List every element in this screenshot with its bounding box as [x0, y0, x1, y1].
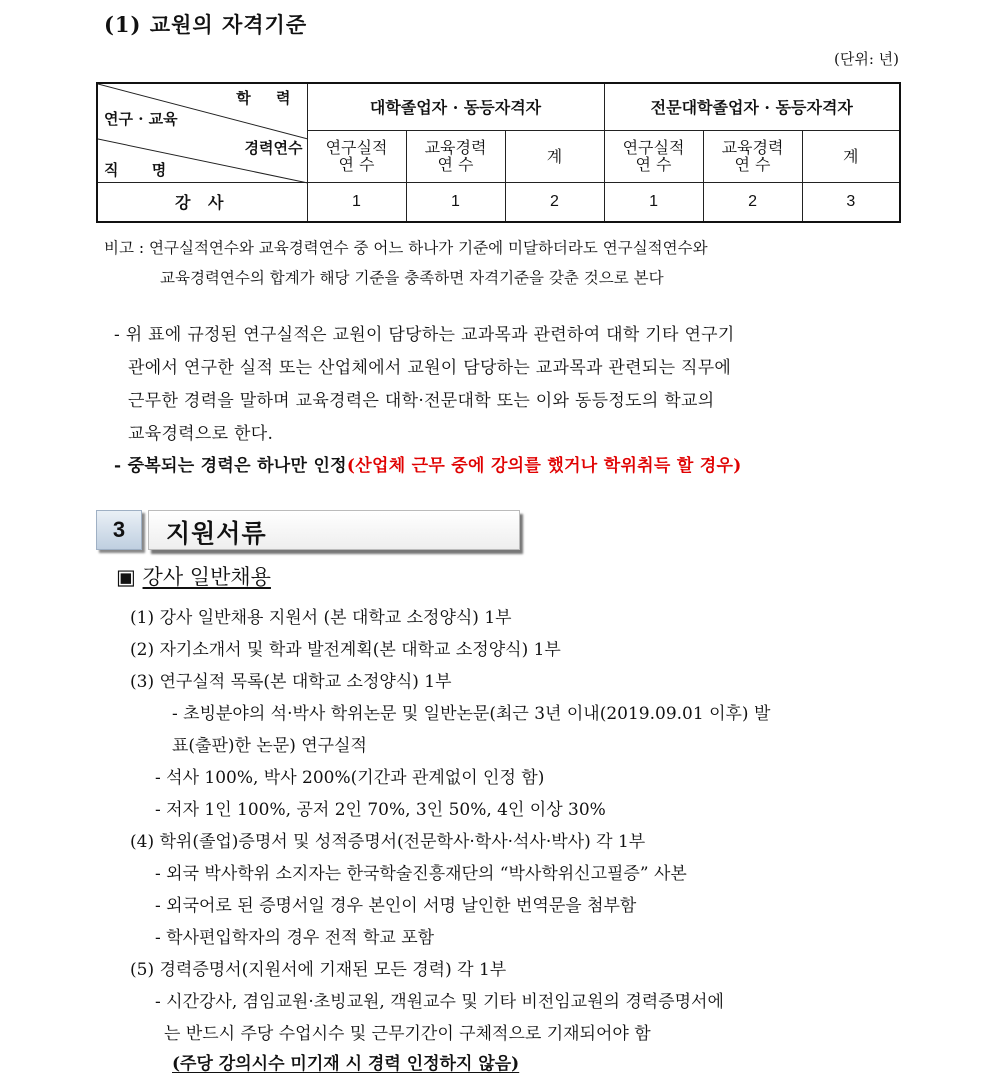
list-item: - 외국 박사학위 소지자는 한국학술진흥재단의 “박사학위신고필증” 사본	[155, 864, 687, 884]
list-item: - 초빙분야의 석·박사 학위논문 및 일반논문(최근 3년 이내(2019.09.01 이후) 발	[172, 704, 771, 724]
table-corner-cell	[97, 83, 307, 182]
list-item: - 시간강사, 겸임교원·초빙교원, 객원교수 및 기타 비전임교원의 경력증명서에	[155, 992, 724, 1012]
square-bullet-icon: ▣	[116, 565, 136, 589]
section-number-badge: 3	[96, 510, 142, 550]
table-cell: 1	[604, 182, 703, 222]
table-cell: 3	[802, 182, 900, 222]
table-cell: 2	[703, 182, 802, 222]
subheader-teaching-1: 교육경력 연 수	[406, 130, 505, 182]
unit-label: (단위: 년)	[834, 50, 899, 68]
subheader-teaching-2: 교육경력 연 수	[703, 130, 802, 182]
subheader-total-1: 계	[505, 130, 604, 182]
corner-bottom-left: 직 명	[104, 161, 181, 179]
para-line: 관에서 연구한 실적 또는 산업체에서 교원이 담당하는 교과목과 관련되는 직무에	[128, 358, 732, 378]
table-cell: 1	[307, 182, 406, 222]
duplicate-career-condition: (산업체 근무 중에 강의를 했거나 학위취득 할 경우)	[346, 456, 742, 476]
table-cell: 2	[505, 182, 604, 222]
para-line: 근무한 경력을 말하며 교육경력은 대학·전문대학 또는 이와 동등정도의 학교의	[128, 391, 715, 411]
list-item: (4) 학위(졸업)증명서 및 성적증명서(전문학사·학사·석사·박사) 각 1부	[130, 832, 646, 852]
section-title: 지원서류	[166, 520, 267, 548]
corner-top-left: 연구 · 교육	[104, 110, 178, 128]
duplicate-career-rule	[114, 451, 742, 476]
list-item: - 외국어로 된 증명서일 경우 본인이 서명 날인한 번역문을 첨부함	[155, 896, 637, 916]
section-heading: (1) 교원의 자격기준	[104, 12, 308, 37]
list-item: - 저자 1인 100%, 공저 2인 70%, 3인 50%, 4인 이상 30%	[155, 800, 606, 820]
list-item: 는 반드시 주당 수업시수 및 근무기간이 구체적으로 기재되어야 함	[164, 1024, 651, 1044]
list-item: 표(출판)한 논문) 연구실적	[172, 736, 367, 756]
row-label-lecturer: 강 사	[97, 182, 307, 222]
subheading	[116, 561, 271, 591]
group-header-college: 전문대학졸업자 · 동등자격자	[604, 83, 900, 130]
subheader-research-1: 연구실적 연 수	[307, 130, 406, 182]
list-item: - 학사편입학자의 경우 전적 학교 포함	[155, 928, 435, 948]
list-item: (2) 자기소개서 및 학과 발전계획(본 대학교 소정양식) 1부	[130, 640, 561, 660]
subheader-research-2: 연구실적 연 수	[604, 130, 703, 182]
list-item: (3) 연구실적 목록(본 대학교 소정양식) 1부	[130, 672, 452, 692]
table-note-line2: 교육경력연수의 합계가 해당 기준을 충족하면 자격기준을 갖춘 것으로 본다	[160, 269, 664, 287]
group-header-university: 대학졸업자 · 동등자격자	[307, 83, 604, 130]
corner-top-right: 학 력	[236, 89, 301, 107]
list-item-warning: (주당 강의시수 미기재 시 경력 인정하지 않음)	[172, 1054, 520, 1074]
duplicate-career-text: - 중복되는 경력은 하나만 인정	[114, 456, 347, 476]
subheading-text: 강사 일반채용	[142, 565, 271, 589]
table-note-line1: 비고 : 연구실적연수와 교육경력연수 중 어느 하나가 기준에 미달하더라도 연구실적연수와	[104, 239, 708, 257]
corner-bottom-right: 경력연수	[244, 139, 303, 157]
para-line: 교육경력으로 한다.	[128, 424, 274, 444]
qualification-table	[96, 82, 901, 223]
table-cell: 1	[406, 182, 505, 222]
para-line: - 위 표에 규정된 연구실적은 교원이 담당하는 교과목과 관련하여 대학 기타 연구기	[114, 325, 735, 345]
list-item: (1) 강사 일반채용 지원서 (본 대학교 소정양식) 1부	[130, 608, 512, 628]
subheader-total-2: 계	[802, 130, 900, 182]
list-item: - 석사 100%, 박사 200%(기간과 관계없이 인정 함)	[155, 768, 545, 788]
list-item: (5) 경력증명서(지원서에 기재된 모든 경력) 각 1부	[130, 960, 507, 980]
